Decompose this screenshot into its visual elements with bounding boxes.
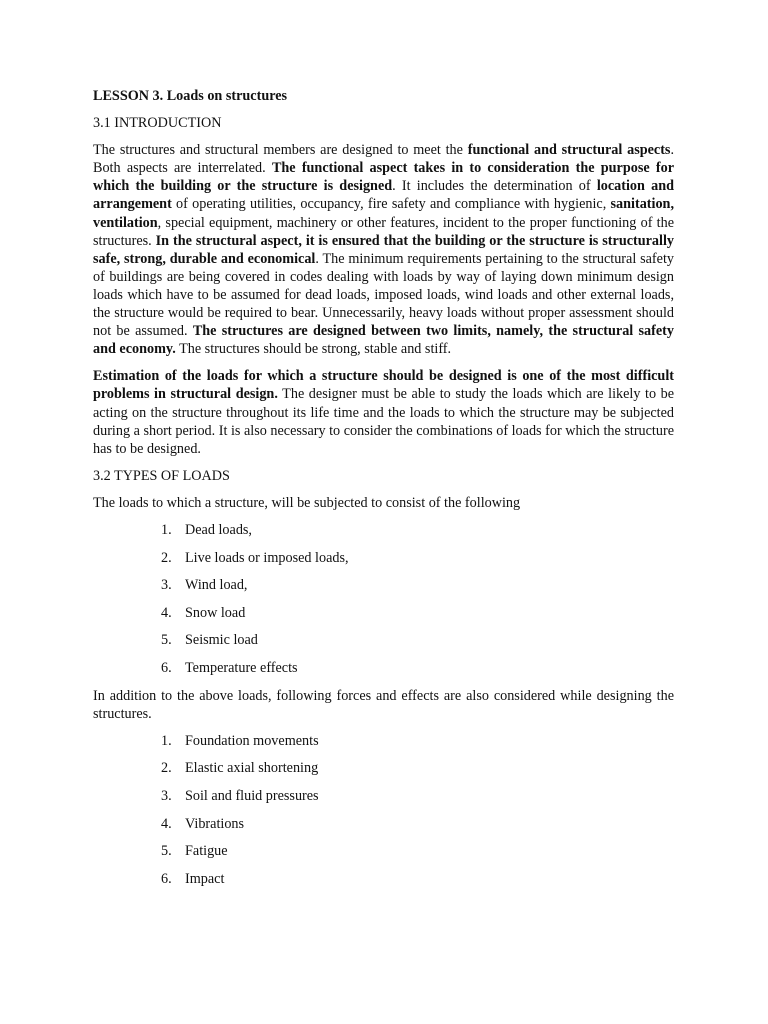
list-item: [93, 870, 674, 888]
effects-list: [93, 732, 674, 888]
text-run: , special equipment, machinery or other features, incident to the proper functioning of the structures.: [93, 214, 674, 249]
list-item-text: Snow load: [185, 604, 246, 621]
list-item-text: Live loads or imposed loads,: [185, 549, 349, 566]
list-item: [93, 842, 674, 860]
bold-run: The structures are designed between two limits, namely, the structural safety and economy.: [93, 323, 674, 358]
introduction-paragraph-1: [93, 141, 674, 358]
text-run: . Both aspects are interrelated.: [93, 142, 674, 177]
list-number: 5.: [161, 632, 172, 649]
list-number: 6.: [161, 659, 172, 676]
list-item: [93, 815, 674, 833]
bold-run: functional and structural aspects: [467, 142, 671, 159]
list-item-text: Impact: [185, 870, 225, 887]
text-run: of operating utilities, occupancy, fire safety and compliance with hygienic,: [171, 196, 611, 213]
list-item: [93, 732, 674, 750]
bold-run: Estimation of the loads for which a structure should be designed is one of the most difficult problems in structural design.: [93, 368, 674, 403]
list-item: [93, 659, 674, 677]
list-number: 3.: [161, 787, 172, 804]
list-item-text: Elastic axial shortening: [185, 760, 319, 777]
text-run: . It includes the determination of: [392, 178, 597, 195]
list-item-text: Soil and fluid pressures: [185, 787, 319, 804]
lesson-title: LESSON 3. Loads on structures: [93, 88, 288, 104]
list-item: [93, 576, 674, 594]
text-run: . The minimum requirements pertaining to the structural safety of buildings are being covered in codes dealing with loads by way of laying down minimum design loads which have to be assumed for dead loads, imposed loads, wind loads and other external loads, the structure would be required to bear. Unnecessarily, heavy loads without proper assessment should not be assumed.: [93, 250, 674, 340]
text-run: The structures should be strong, stable and stiff.: [175, 341, 452, 358]
list-item: [93, 787, 674, 805]
additional-forces-paragraph: In addition to the above loads, following forces and effects are also considered while designing the structures.: [93, 687, 674, 722]
list-number: 3.: [161, 577, 172, 594]
list-item-text: Dead loads,: [185, 521, 252, 538]
list-number: 2.: [161, 760, 172, 777]
list-item: [93, 759, 674, 777]
list-item-text: Temperature effects: [185, 659, 298, 676]
list-number: 2.: [161, 549, 172, 566]
list-item: [93, 521, 674, 539]
bold-run: location and arrangement: [93, 178, 675, 213]
list-item: [93, 631, 674, 649]
list-item: [93, 604, 674, 622]
document-body: [93, 87, 674, 897]
list-item-text: Seismic load: [185, 632, 258, 649]
list-item: [93, 549, 674, 567]
list-item-text: Fatigue: [185, 843, 228, 860]
list-number: 1.: [161, 732, 172, 749]
list-number: 1.: [161, 521, 172, 538]
list-item-text: Foundation movements: [185, 732, 319, 749]
list-number: 4.: [161, 815, 172, 832]
text-run: The structures and structural members are designed to meet the: [93, 142, 468, 159]
bold-run: sanitation, ventilation: [93, 196, 674, 231]
list-number: 6.: [161, 870, 172, 887]
bold-run: In the structural aspect, it is ensured that the building or the structure is structurally safe, strong, durable and economical: [93, 232, 674, 267]
loads-list: [93, 521, 674, 677]
section-heading-introduction: 3.1 INTRODUCTION: [93, 115, 222, 132]
list-number: 4.: [161, 604, 172, 621]
loads-intro-paragraph: The loads to which a structure, will be subjected to consist of the following: [93, 494, 521, 511]
section-heading-types-of-loads: 3.2 TYPES OF LOADS: [93, 467, 230, 484]
list-item-text: Wind load,: [185, 577, 248, 594]
list-item-text: Vibrations: [185, 815, 245, 832]
text-run: The designer must be able to study the loads which are likely to be acting on the structure throughout its life time and the loads to which the structure may be subjected during a short period. It is also necessary to consider the combinations of loads for which the structure has to be designed.: [93, 386, 675, 457]
bold-run: The functional aspect takes in to consideration the purpose for which the building or the structure is designed: [93, 160, 674, 195]
list-number: 5.: [161, 843, 172, 860]
introduction-paragraph-2: [93, 367, 674, 457]
